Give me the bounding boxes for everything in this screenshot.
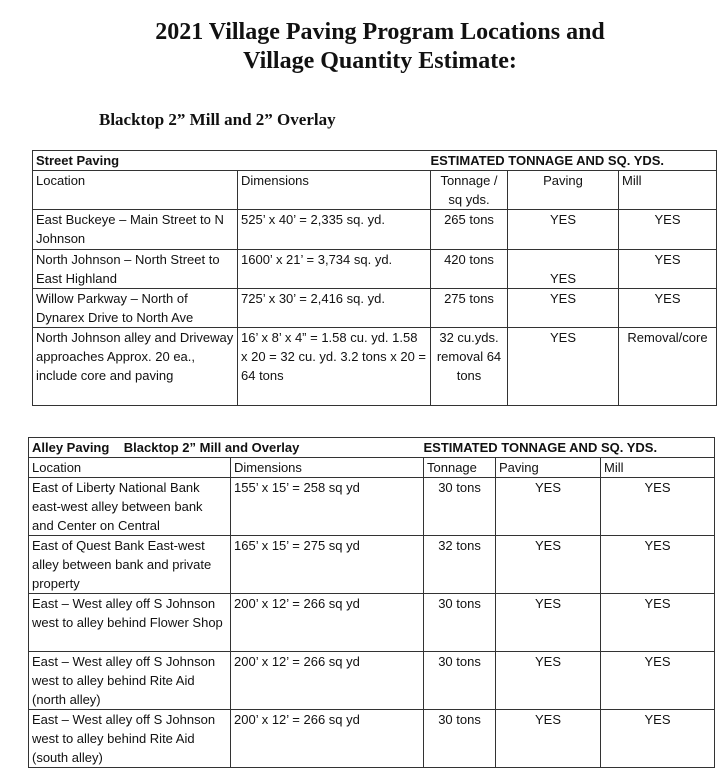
location-cell: East Buckeye – Main Street to N Johnson (33, 210, 238, 250)
alley-col-location: Location (29, 458, 231, 478)
tonnage-cell: 30 tons (424, 652, 496, 710)
alley-estimate-header: ESTIMATED TONNAGE AND SQ. YDS. (424, 438, 715, 458)
location-cell: East – West alley off S Johnson west to alley behind Rite Aid (north alley) (29, 652, 231, 710)
paving-cell: YES (496, 652, 601, 710)
alley-section-note: Blacktop 2” Mill and Overlay (123, 440, 300, 455)
mill-cell: YES (619, 250, 717, 289)
paving-cell: YES (508, 328, 619, 406)
subtitle: Blacktop 2” Mill and 2” Overlay (99, 110, 336, 129)
street-col-paving: Paving (508, 171, 619, 210)
dimensions-cell: 200’ x 12’ = 266 sq yd (231, 710, 424, 768)
mill-cell: YES (601, 536, 715, 594)
dimensions-cell: 155’ x 15’ = 258 sq yd (231, 478, 424, 536)
street-paving-table (32, 150, 717, 406)
dimensions-cell: 525’ x 40’ = 2,335 sq. yd. (238, 210, 431, 250)
mill-cell: YES (601, 710, 715, 768)
mill-cell: YES (619, 210, 717, 250)
dimensions-cell: 165’ x 15’ = 275 sq yd (231, 536, 424, 594)
alley-section-label: Alley Paving (32, 440, 110, 455)
dimensions-cell: 1600’ x 21’ = 3,734 sq. yd. (238, 250, 431, 289)
mill-cell: YES (601, 652, 715, 710)
location-cell: North Johnson – North Street to East Highland (33, 250, 238, 289)
street-section-row (33, 151, 717, 171)
alley-col-tonnage: Tonnage (424, 458, 496, 478)
mill-cell: YES (601, 478, 715, 536)
paving-cell: YES (508, 250, 619, 289)
title-line-2: Village Quantity Estimate: (243, 48, 517, 74)
tonnage-cell: 420 tons (431, 250, 508, 289)
paving-cell: YES (496, 536, 601, 594)
alley-section-row (29, 438, 715, 458)
table-row (29, 652, 715, 710)
alley-col-paving: Paving (496, 458, 601, 478)
page-title (0, 18, 725, 76)
paving-cell: YES (496, 478, 601, 536)
dimensions-cell: 725’ x 30’ = 2,416 sq. yd. (238, 289, 431, 328)
table-row (33, 289, 717, 328)
street-column-headers (33, 171, 717, 210)
location-cell: East – West alley off S Johnson west to alley behind Flower Shop (29, 594, 231, 652)
tonnage-cell: 275 tons (431, 289, 508, 328)
tonnage-cell: 265 tons (431, 210, 508, 250)
alley-column-headers (29, 458, 715, 478)
tonnage-cell: 30 tons (424, 710, 496, 768)
location-cell: Willow Parkway – North of Dynarex Drive to North Ave (33, 289, 238, 328)
paving-cell: YES (496, 594, 601, 652)
street-section-title: Street Paving (33, 151, 431, 171)
table-row (29, 594, 715, 652)
dimensions-cell: 16’ x 8’ x 4” = 1.58 cu. yd. 1.58 x 20 = 32 cu. yd. 3.2 tons x 20 = 64 tons (238, 328, 431, 406)
location-cell: East of Quest Bank East-west alley between bank and private property (29, 536, 231, 594)
mill-cell: YES (601, 594, 715, 652)
paving-cell: YES (508, 289, 619, 328)
dimensions-cell: 200’ x 12’ = 266 sq yd (231, 652, 424, 710)
table-row (29, 710, 715, 768)
title-line-1: 2021 Village Paving Program Locations and (155, 19, 605, 45)
alley-section-title (29, 438, 424, 458)
street-col-mill: Mill (619, 171, 717, 210)
table-row (29, 536, 715, 594)
tonnage-cell: 30 tons (424, 478, 496, 536)
alley-col-mill: Mill (601, 458, 715, 478)
paving-cell: YES (508, 210, 619, 250)
mill-cell: YES (619, 289, 717, 328)
street-col-tonnage: Tonnage / sq yds. (431, 171, 508, 210)
street-col-location: Location (33, 171, 238, 210)
table-row (33, 210, 717, 250)
mill-cell: Removal/core (619, 328, 717, 406)
location-cell: North Johnson alley and Driveway approaches Approx. 20 ea., include core and paving (33, 328, 238, 406)
tonnage-cell: 32 tons (424, 536, 496, 594)
table-row (33, 328, 717, 406)
location-cell: East – West alley off S Johnson west to alley behind Rite Aid (south alley) (29, 710, 231, 768)
dimensions-cell: 200’ x 12’ = 266 sq yd (231, 594, 424, 652)
table-row (29, 478, 715, 536)
location-cell: East of Liberty National Bank east-west alley between bank and Center on Central (29, 478, 231, 536)
street-col-dimensions: Dimensions (238, 171, 431, 210)
alley-col-dimensions: Dimensions (231, 458, 424, 478)
tonnage-cell: 32 cu.yds. removal 64 tons (431, 328, 508, 406)
street-estimate-header: ESTIMATED TONNAGE AND SQ. YDS. (431, 151, 717, 171)
tonnage-cell: 30 tons (424, 594, 496, 652)
alley-paving-table (28, 437, 715, 768)
paving-cell: YES (496, 710, 601, 768)
table-row (33, 250, 717, 289)
